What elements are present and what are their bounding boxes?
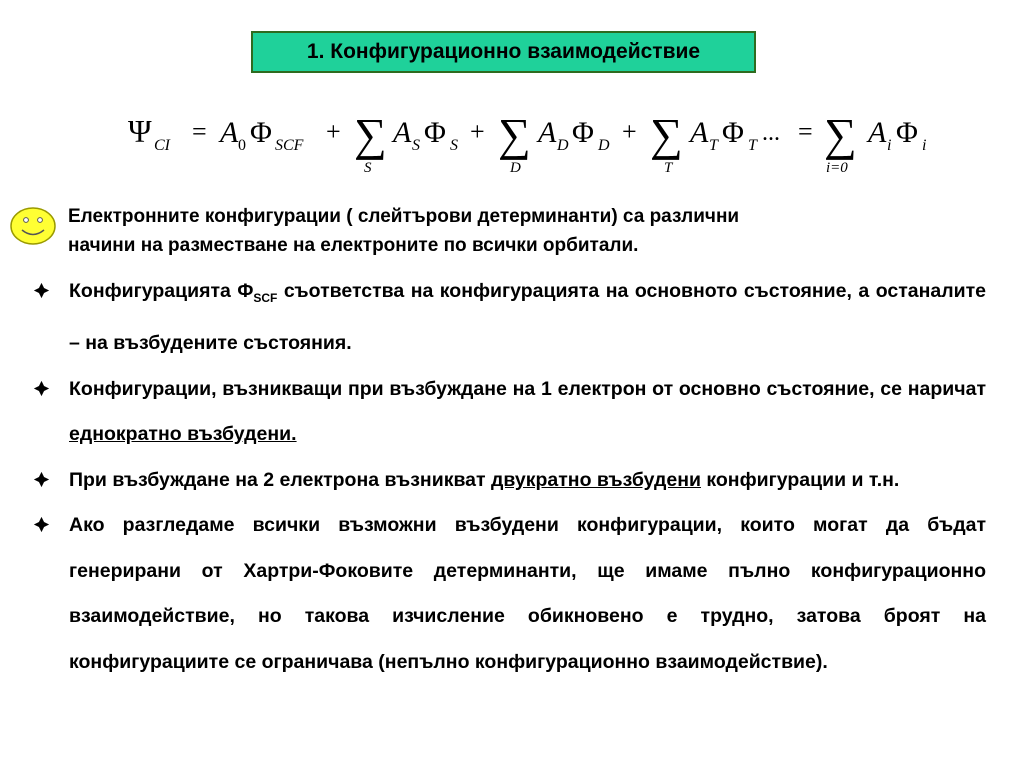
formula-sum2-sub: D	[510, 160, 521, 176]
bullet-item	[33, 503, 986, 685]
formula-phii: Φ	[896, 116, 918, 149]
smiley-icon	[9, 206, 57, 251]
bullet-item	[33, 458, 986, 504]
formula-ai: A	[868, 116, 887, 149]
formula-at-sub: T	[709, 137, 718, 154]
diamond-bullet-icon	[33, 282, 50, 299]
formula-eq2: =	[798, 117, 813, 146]
formula-sum4: ∑	[824, 109, 857, 160]
bullet-3-text-a: При възбуждане на 2 електрона възникват	[69, 468, 491, 491]
bullet-item	[33, 269, 986, 367]
slide-title: 1. Конфигурационно взаимодействие	[251, 31, 756, 73]
diamond-bullet-icon	[33, 516, 50, 533]
formula-psi: Ψ	[128, 113, 152, 149]
bullet-4-text: Ако разгледаме всички възможни възбудени конфигурации, които могат да бъдат генерирани от Хартри-Фоковите детерминанти, ще имаме пълно конфигурационно взаимодействие, но такова изчисление обикновено е трудно, затова броят на конфигурациите се ограничава (непълно конфигурационно взаимодействие).	[69, 514, 986, 673]
formula-ai-sub: i	[887, 137, 892, 154]
formula-plus3: +	[622, 117, 637, 146]
intro-line-1: Електронните конфигурации ( слейтърови детерминанти) са различни	[68, 206, 740, 227]
formula-phii-sub: i	[922, 137, 927, 154]
formula-phit-sub: T	[748, 137, 757, 154]
formula-svg	[120, 92, 940, 182]
formula-plus1: +	[326, 117, 341, 146]
formula-as: A	[393, 116, 412, 149]
formula-a0: A	[220, 116, 239, 149]
formula-sum1: ∑	[354, 109, 387, 160]
formula-ad-sub: D	[557, 137, 569, 154]
formula-phi0: Φ	[250, 116, 272, 149]
formula-phis: Φ	[424, 116, 446, 149]
formula-at: A	[690, 116, 709, 149]
formula-sum3: ∑	[650, 109, 683, 160]
formula-eq1: =	[192, 117, 207, 146]
formula-phis-sub: S	[450, 137, 458, 154]
bullet-1-sub: SCF	[253, 290, 278, 305]
bullet-3-underlined: двукратно възбудени	[491, 468, 701, 491]
formula-sum2: ∑	[498, 109, 531, 160]
formula-plus2: +	[470, 117, 485, 146]
formula-ad: A	[538, 116, 557, 149]
intro-text	[68, 202, 988, 260]
formula-sum4-sub: i=0	[826, 160, 848, 176]
formula-as-sub: S	[412, 137, 420, 154]
formula-sum3-sub: T	[664, 160, 673, 176]
ci-formula	[120, 92, 940, 182]
diamond-bullet-icon	[33, 380, 50, 397]
intro-line-2: начини на разместване на електроните по всички орбитали.	[68, 235, 639, 256]
bullet-list	[33, 269, 986, 685]
formula-phit: Φ	[722, 116, 744, 149]
bullet-3-text-b: конфигурации и т.н.	[700, 468, 900, 491]
formula-psi-sub: CI	[154, 137, 170, 154]
formula-dots: ...	[762, 120, 780, 146]
formula-a0-sub: 0	[238, 137, 246, 154]
bullet-1-text-b: съответства на конфигурацията на основното състояние, а останалите – на възбудените състояния.	[69, 280, 987, 355]
bullet-2-text-a: Конфигурации, възникващи при възбуждане на 1 електрон от основно състояние, се наричат	[69, 377, 986, 400]
bullet-1-text-a: Конфигурацията Φ	[69, 280, 254, 302]
formula-sum1-sub: S	[364, 160, 372, 176]
formula-phid: Φ	[572, 116, 594, 149]
formula-phid-sub: D	[598, 137, 610, 154]
diamond-bullet-icon	[33, 471, 50, 488]
bullet-item	[33, 367, 986, 458]
formula-phi0-sub: SCF	[275, 137, 304, 154]
bullet-2-underlined: еднократно възбудени.	[69, 423, 297, 446]
